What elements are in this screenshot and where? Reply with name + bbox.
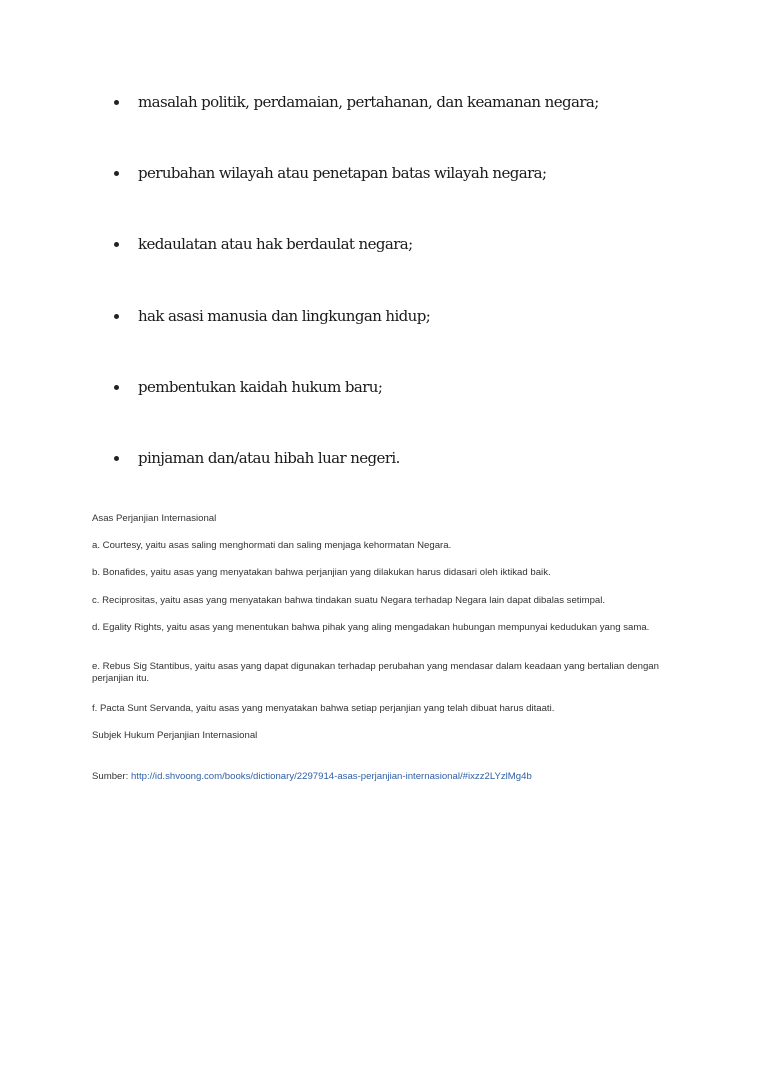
bullet-icon [114,456,119,461]
list-item [114,90,599,114]
bullet-icon [114,385,119,390]
list-item [114,304,430,328]
bullet-icon [114,314,119,319]
list-item-text: pembentukan kaidah hukum baru; [138,378,383,396]
list-item [114,446,400,470]
principle-b: b. Bonafides, yaitu asas yang menyatakan bahwa perjanjian yang dilakukan harus didasari oleh iktikad baik. [92,567,551,578]
bullet-icon [114,242,119,247]
list-item-text: hak asasi manusia dan lingkungan hidup; [138,307,431,325]
list-item-text: pinjaman dan/atau hibah luar negeri. [138,449,400,467]
bullet-icon [114,100,119,105]
principle-d: d. Egality Rights, yaitu asas yang menentukan bahwa pihak yang aling mengadakan hubungan mempunyai kedudukan yang sama. [92,622,650,633]
list-item [114,161,546,185]
list-item-text: perubahan wilayah atau penetapan batas wilayah negara; [138,164,547,182]
bullet-icon [114,171,119,176]
principle-a: a. Courtesy, yaitu asas saling menghormati dan saling menjaga kehormatan Negara. [92,540,452,551]
principle-e: e. Rebus Sig Stantibus, yaitu asas yang dapat digunakan terhadap perubahan yang mendasar dalam keadaan yang bertalian dengan perjanjian itu. [92,661,659,684]
principle-f: f. Pacta Sunt Servanda, yaitu asas yang menyatakan bahwa setiap perjanjian yang telah dibuat harus ditaati. [92,703,555,714]
section-title: Asas Perjanjian Internasional [92,513,217,524]
source-label: Sumber: [92,771,131,782]
list-item-text: kedaulatan atau hak berdaulat negara; [138,235,413,253]
source-link[interactable]: http://id.shvoong.com/books/dictionary/2297914-asas-perjanjian-internasional/#ixzz2LYzlMg4b [130,771,532,782]
list-item [114,232,413,256]
source-line [92,771,672,783]
list-item [114,375,382,399]
subject-title: Subjek Hukum Perjanjian Internasional [92,730,258,741]
principle-c: c. Reciprositas, yaitu asas yang menyatakan bahwa tindakan suatu Negara terhadap Negara lain dapat dibalas setimpal. [92,595,606,606]
list-item-text: masalah politik, perdamaian, pertahanan, dan keamanan negara; [138,93,599,111]
